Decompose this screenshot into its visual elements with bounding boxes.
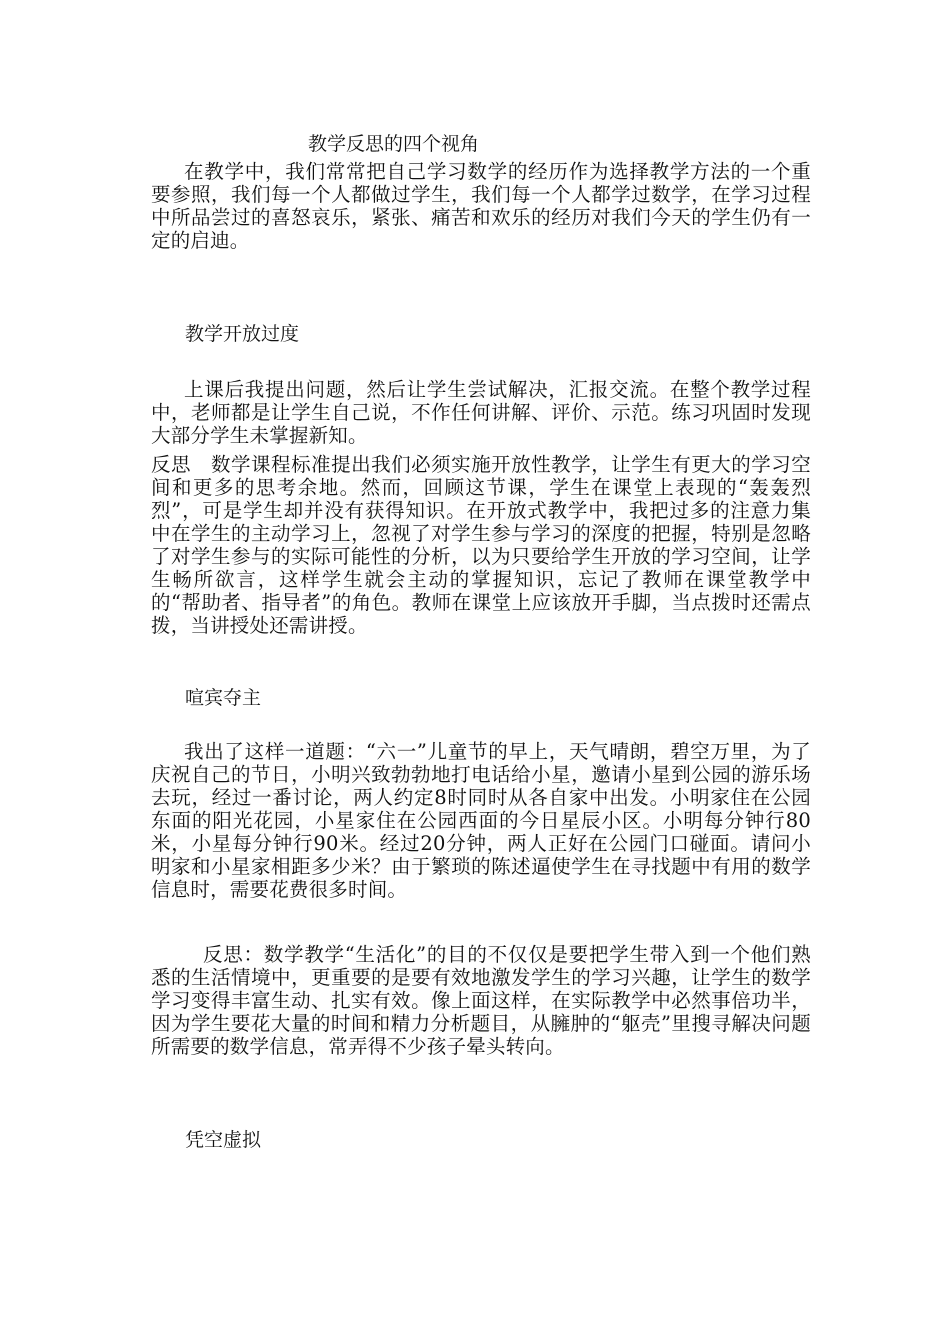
section-heading-1: 教学开放过度 xyxy=(185,323,300,345)
section2-reflection-paragraph: 反思：数学教学“生活化”的目的不仅仅是要把学生带入到一个他们熟悉的生活情境中，更重要的是要有效地激发学生的学习兴趣，让学生的数学学习变得丰富生动、扎实有效。像上面这样，在实际教学中必然事倍功半，因为学生要花大量的时间和精力分析题目，从臃肿的“躯壳”里搜寻解决问题所需要的数学信息，常弄得不少孩子晕头转向。 xyxy=(151,943,811,1058)
intro-paragraph: 在教学中，我们常常把自己学习数学的经历作为选择教学方法的一个重要参照，我们每一个人都做过学生，我们每一个人都学过数学，在学习过程中所品尝过的喜怒哀乐，紧张、痛苦和欢乐的经历对我们今天的学生仍有一定的启迪。 xyxy=(151,160,811,252)
section2-case-paragraph: 我出了这样一道题：“六一”儿童节的早上，天气晴朗，碧空万里，为了庆祝自己的节日，小明兴致勃勃地打电话给小星，邀请小星到公园的游乐场去玩，经过一番讨论，两人约定8时同时从各自家中出发。小明家住在公园东面的阳光花园，小星家住在公园西面的今日星辰小区。小明每分钟行80米，小星每分钟行90米。经过20分钟，两人正好在公园门口碰面。请问小明家和小星家相距多少米？由于繁琐的陈述逼使学生在寻找题中有用的数学信息时，需要花费很多时间。 xyxy=(151,740,811,901)
section1-case-paragraph: 上课后我提出问题，然后让学生尝试解决，汇报交流。在整个教学过程中，老师都是让学生自己说，不作任何讲解、评价、示范。练习巩固时发现大部分学生未掌握新知。 xyxy=(151,378,811,447)
section-heading-2: 喧宾夺主 xyxy=(185,687,262,709)
section1-reflection-paragraph: 反思 数学课程标准提出我们必须实施开放性教学，让学生有更大的学习空间和更多的思考余地。然而，回顾这节课，学生在课堂上表现的“轰轰烈烈”，可是学生却并没有获得知识。在开放式教学中，我把过多的注意力集中在学生的主动学习上，忽视了对学生参与学习的深度的把握，特别是忽略了对学生参与的实际可能性的分析，以为只要给学生开放的学习空间，让学生畅所欲言，这样学生就会主动的掌握知识，忘记了教师在课堂教学中的“帮助者、指导者”的角色。教师在课堂上应该放开手脚，当点拨时还需点拨，当讲授处还需讲授。 xyxy=(151,453,811,637)
page-title: 教学反思的四个视角 xyxy=(307,133,479,155)
section-heading-3: 凭空虚拟 xyxy=(185,1129,262,1151)
